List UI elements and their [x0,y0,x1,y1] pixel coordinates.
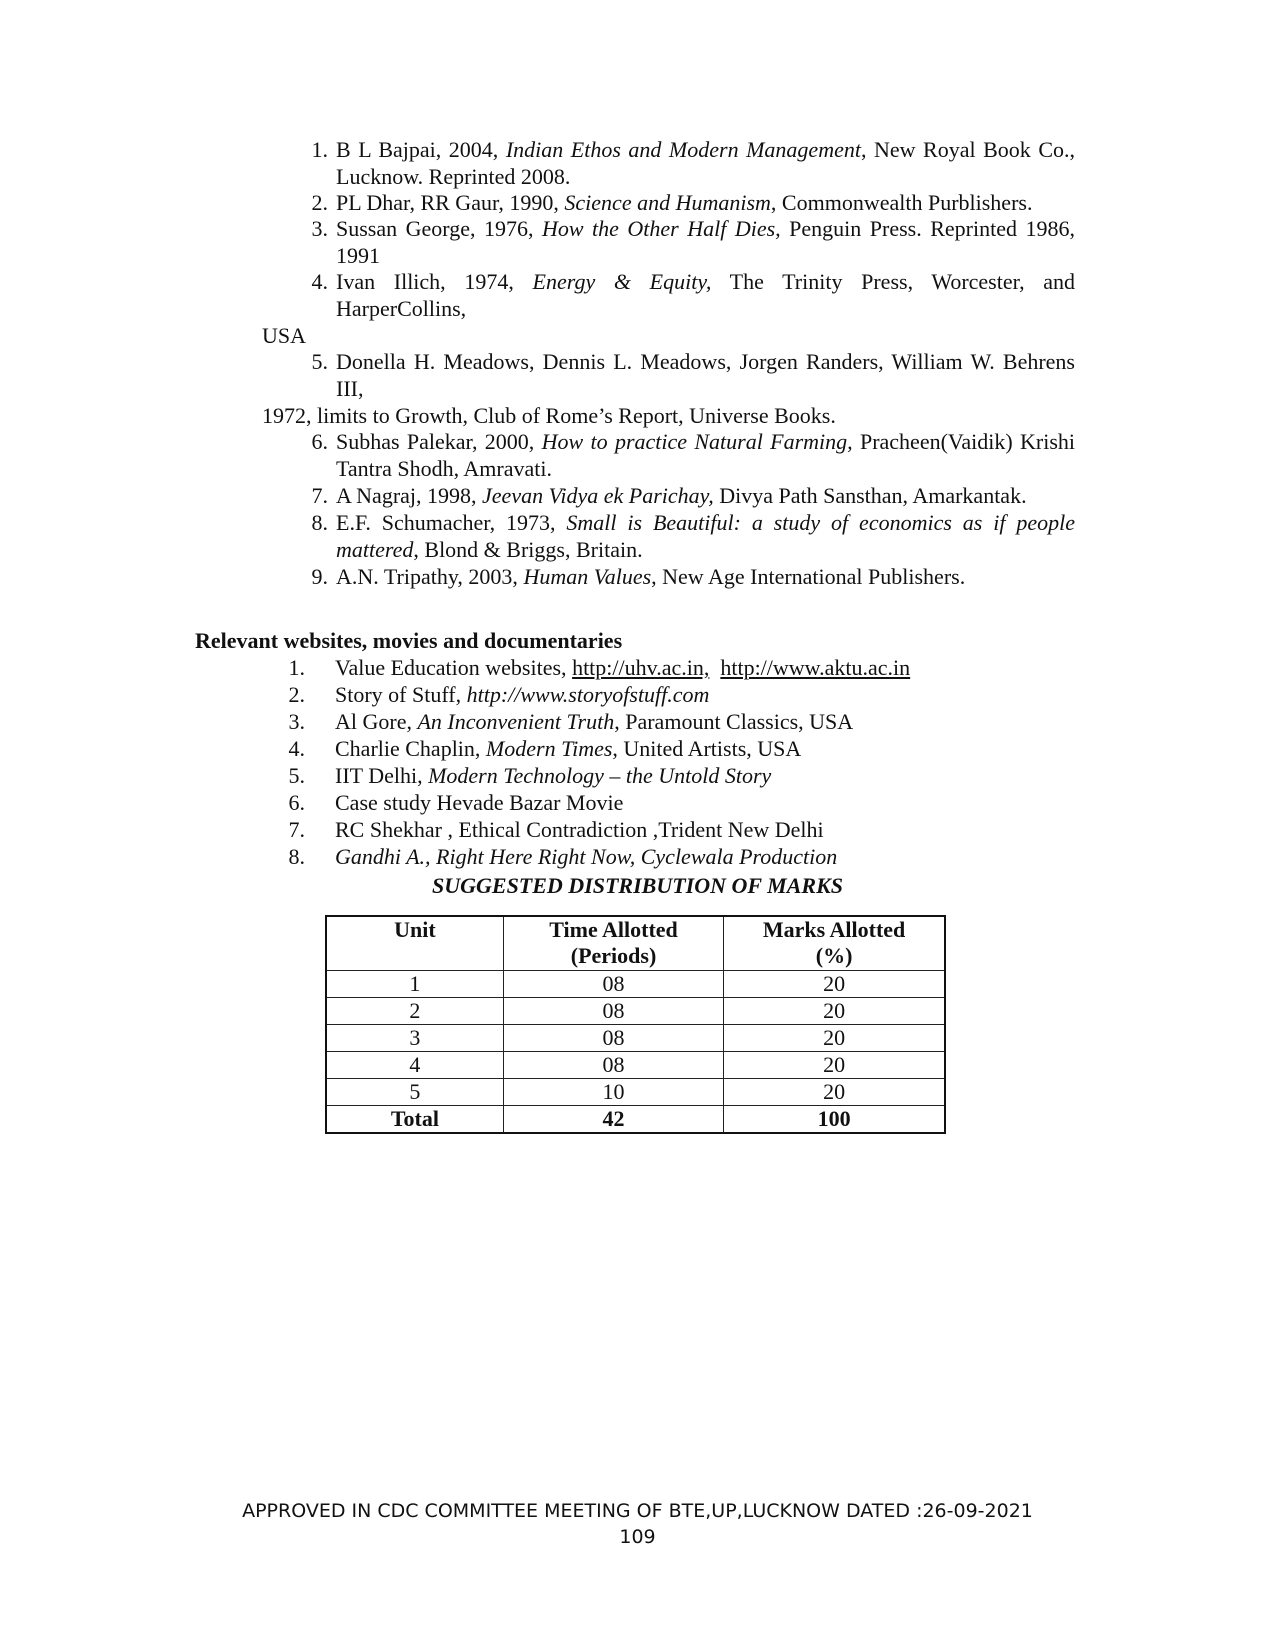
reference-title: Small is Beautiful: a study of economics as if people mattered [336,510,1075,562]
reference-author: Ivan Illich, 1974, [336,269,533,294]
website-text [335,843,837,870]
reference-item [300,136,1075,190]
reference-item [300,563,1075,590]
header-time-label: Time Allotted [549,917,678,942]
reference-title: How to practice Natural Farming, [541,429,853,454]
reference-author: A Nagraj, 1998, [336,483,483,508]
cell-time: 10 [503,1079,723,1106]
marks-title: SUGGESTED DISTRIBUTION OF MARKS [432,873,843,898]
cell-total-label: Total [326,1106,503,1134]
reference-item [300,509,1075,563]
website-label: Charlie Chaplin, [335,736,486,761]
reference-item [300,348,1075,402]
reference-text [336,482,1075,509]
header-time-unit: (Periods) [570,943,657,968]
reference-number: 5. [311,349,328,374]
header-marks-unit: (%) [815,943,853,968]
website-detail: , United Artists, USA [612,736,802,761]
table-row [326,1079,945,1106]
website-label: Story of Stuff, [335,682,467,707]
header-unit-label: Unit [394,917,436,942]
reference-number: 4. [311,269,328,294]
reference-text [336,268,1075,322]
cell-unit: 2 [326,998,503,1025]
reference-author: Donella H. Meadows, Dennis L. Meadows, Jorgen Randers, William W. Behrens III, [336,349,1075,401]
cell-unit: 1 [326,971,503,998]
website-label: Value Education websites, [335,655,573,680]
reference-text [336,563,1075,590]
reference-author: Subhas Palekar, 2000, [336,429,542,454]
cell-marks: 20 [724,1025,945,1052]
reference-title: Human Values [523,564,652,589]
website-title: An Inconvenient Truth [417,709,615,734]
reference-number: 9. [311,564,328,589]
website-text [335,762,771,789]
cell-time: 08 [503,971,723,998]
reference-text [336,136,1075,190]
website-detail: , Paramount Classics, USA [614,709,854,734]
reference-publisher: Divya Path Sansthan, Amarkantak. [713,483,1027,508]
cell-marks: 20 [724,971,945,998]
reference-author: E.F. Schumacher, 1973, [336,510,567,535]
website-number: 6. [288,790,305,815]
reference-publisher: , Blond & Briggs, Britain. [413,537,643,562]
reference-author: Sussan George, 1976, [336,216,542,241]
table-row [326,1025,945,1052]
reference-title: How the Other Half Dies, [541,216,781,241]
header-unit [326,916,503,971]
reference-item [300,428,1075,482]
cell-marks: 20 [724,1052,945,1079]
website-label: RC Shekhar , Ethical Contradiction ,Trident New Delhi [335,817,824,842]
reference-item [300,268,1075,322]
reference-number: 3. [311,216,328,241]
reference-text [336,215,1075,269]
header-marks [724,916,945,971]
marks-table [325,915,946,1134]
cell-marks: 20 [724,1079,945,1106]
website-number: 3. [288,709,305,734]
reference-publisher: The Trinity Press, Worcester, and HarperCollins, [336,269,1075,321]
table-row [326,998,945,1025]
website-text [335,816,824,843]
reference-publisher: , New Royal Book Co., Lucknow. Reprinted 2008. [336,137,1075,189]
website-label: Al Gore, [335,709,418,734]
reference-continuation: 1972, limits to Growth, Club of Rome’s Report, Universe Books. [262,403,836,428]
reference-continuation: USA [262,323,307,348]
website-title: Gandhi A., Right Here Right Now, Cyclewala Production [335,844,838,869]
reference-publisher: Penguin Press. Reprinted 1986, 1991 [336,216,1075,268]
reference-author: PL Dhar, RR Gaur, 1990, [336,190,565,215]
reference-item [300,482,1075,509]
website-text [335,735,801,762]
cell-unit: 3 [326,1025,503,1052]
reference-number: 1. [311,137,328,162]
reference-item [300,215,1075,269]
website-text [335,681,709,708]
section-heading: Relevant websites, movies and documentaries [195,628,623,653]
reference-author: A.N. Tripathy, 2003, [336,564,524,589]
cell-unit: 5 [326,1079,503,1106]
reference-text [336,509,1075,563]
website-title: http://www.storyofstuff.com [466,682,710,707]
reference-number: 6. [311,429,328,454]
reference-text [336,348,1075,402]
website-title: Modern Times [485,736,613,761]
website-number: 5. [288,763,305,788]
website-number: 7. [288,817,305,842]
reference-title: Science and Humanism [564,190,771,215]
cell-marks: 20 [724,998,945,1025]
reference-title: Energy & Equity, [532,269,712,294]
website-text [335,708,853,735]
website-link[interactable]: http://www.aktu.ac.in [720,655,911,680]
website-number: 8. [288,844,305,869]
website-text [335,789,623,816]
approval-footer: APPROVED IN CDC COMMITTEE MEETING OF BTE,UP,LUCKNOW DATED :26-09-2021 [242,1500,1033,1522]
reference-number: 8. [311,510,328,535]
website-title: Modern Technology – the Untold Story [428,763,772,788]
reference-title: Indian Ethos and Modern Management [505,137,861,162]
header-time [503,916,723,971]
reference-text [336,189,1075,216]
table-total-row [326,1106,945,1134]
reference-number: 7. [311,483,328,508]
cell-time: 08 [503,998,723,1025]
reference-item [300,189,1075,216]
reference-title: Jeevan Vidya ek Parichay, [482,483,714,508]
cell-time: 08 [503,1052,723,1079]
reference-publisher: , Commonwealth Purblishers. [770,190,1033,215]
table-row [326,971,945,998]
reference-publisher: , New Age International Publishers. [651,564,966,589]
link-separator [709,655,720,680]
cell-time: 08 [503,1025,723,1052]
website-link[interactable]: http://uhv.ac.in, [572,655,710,680]
website-number: 2. [288,682,305,707]
website-number: 1. [288,655,305,680]
reference-publisher: Pracheen(Vaidik) Krishi Tantra Shodh, Amravati. [336,429,1075,481]
website-text [335,654,910,681]
website-number: 4. [288,736,305,761]
table-row [326,1052,945,1079]
header-marks-label: Marks Allotted [762,917,906,942]
page-number: 109 [619,1526,656,1548]
reference-author: B L Bajpai, 2004, [336,137,506,162]
cell-total-marks: 100 [724,1106,945,1134]
cell-unit: 4 [326,1052,503,1079]
reference-number: 2. [311,190,328,215]
website-label: IIT Delhi, [335,763,429,788]
cell-total-time: 42 [503,1106,723,1134]
website-label: Case study Hevade Bazar Movie [335,790,624,815]
table-header-row [326,916,945,971]
reference-text [336,428,1075,482]
